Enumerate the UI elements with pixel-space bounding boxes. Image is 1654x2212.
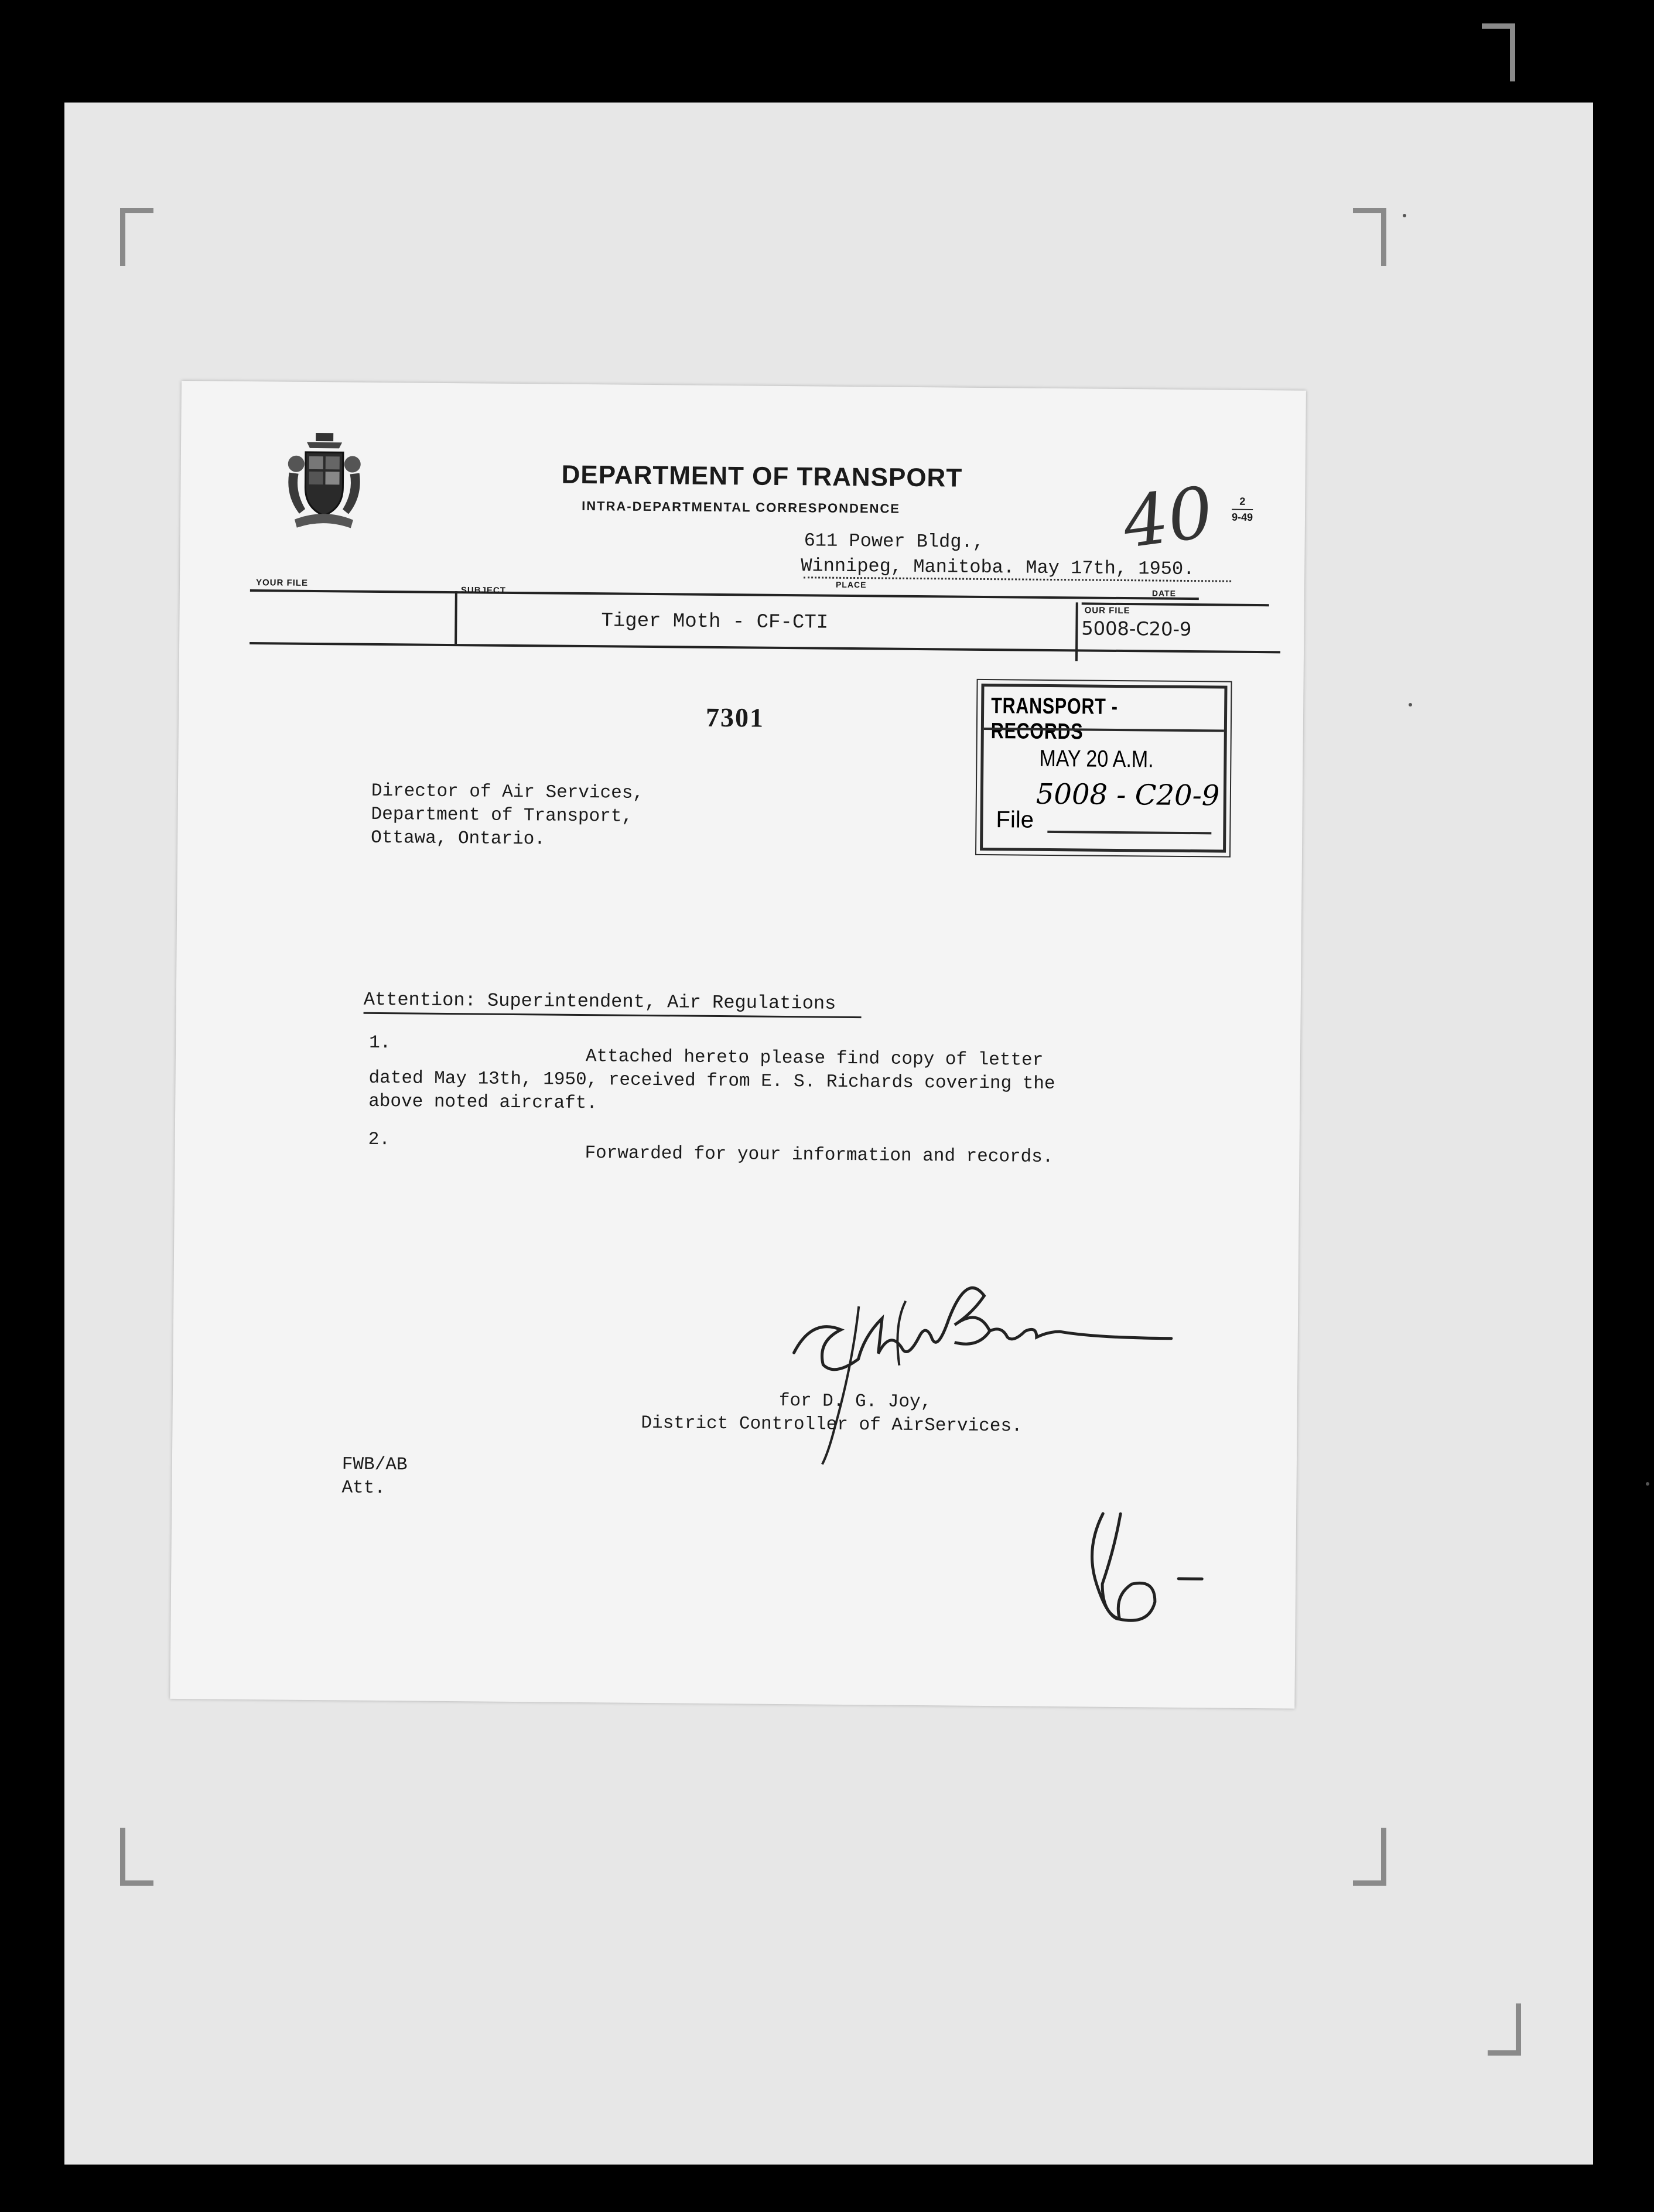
paragraph-2-line-1: Forwarded for your information and records.: [585, 1143, 1054, 1168]
crop-mark-top-left: [120, 208, 153, 266]
handwritten-initial-mark: [1067, 1501, 1220, 1637]
stamp-date: MAY 20 A.M.: [1039, 745, 1154, 773]
form-number-top: 2: [1239, 495, 1246, 507]
header-divider-left: [454, 591, 457, 644]
stamp-file-line: [1047, 831, 1211, 834]
crop-mark-bottom-left: [120, 1828, 153, 1886]
form-number: [1232, 496, 1253, 524]
stamp-handwritten-file: 5008 - C20-9: [1036, 777, 1220, 813]
recipient-line-3: Ottawa, Ontario.: [371, 827, 546, 850]
correspondence-subheading: INTRA-DEPARTMENTAL CORRESPONDENCE: [582, 498, 901, 516]
speck: [1409, 703, 1412, 706]
reference-initials: FWB/AB: [341, 1454, 408, 1476]
our-file-label: OUR FILE: [1084, 605, 1130, 616]
recipient-line-1: Director of Air Services,: [371, 780, 644, 804]
your-file-label: YOUR FILE: [255, 578, 309, 588]
form-number-bottom: 9-49: [1231, 511, 1253, 523]
crop-mark-top-right: [1353, 208, 1386, 266]
header-divider-right: [1075, 602, 1078, 661]
speck: [1646, 1482, 1649, 1486]
attention-line: Attention: Superintendent, Air Regulations: [363, 988, 836, 1015]
form-number-rule: [1232, 509, 1253, 510]
paragraph-1-line-2: dated May 13th, 1950, received from E. S. Richards covering the: [368, 1067, 1055, 1095]
paragraph-1-line-1: Attached hereto please find copy of letter: [585, 1046, 1044, 1071]
subject-value: Tiger Moth - CF-CTI: [601, 610, 829, 634]
header-rule-bottom: [250, 642, 1280, 653]
header-rule-top: [250, 589, 1199, 600]
subject-label: SUBJECT: [460, 585, 506, 596]
department-heading: DEPARTMENT OF TRANSPORT: [561, 460, 963, 493]
coat-of-arms-logo: [283, 432, 366, 535]
signature-title: District Controller of AirServices.: [641, 1412, 1023, 1437]
stamp-file-label: File: [996, 807, 1034, 833]
enclosure-note: Att.: [341, 1477, 386, 1499]
place-label: PLACE: [835, 579, 867, 590]
sender-address: 611 Power Bldg.,: [804, 530, 985, 553]
stamp-title: TRANSPORT - RECORDS: [990, 694, 1118, 745]
crop-mark-bottom-right: [1353, 1828, 1386, 1886]
our-file-value: 5008-C20-9: [1081, 617, 1192, 641]
paragraph-2-number: 2.: [368, 1129, 391, 1151]
registry-number: 7301: [705, 702, 765, 733]
place-date-line: Winnipeg, Manitoba. May 17th, 1950.: [801, 555, 1195, 581]
paragraph-1-line-3: above noted aircraft.: [368, 1091, 598, 1114]
handwritten-signature: [770, 1282, 1181, 1479]
signature-for-line: for D. G. Joy,: [778, 1390, 932, 1413]
memo-sheet: [170, 381, 1306, 1709]
paragraph-1-number: 1.: [368, 1032, 391, 1054]
recipient-line-2: Department of Transport,: [371, 804, 633, 827]
date-label: DATE: [1151, 588, 1177, 598]
frame-mark-top-right: [1482, 23, 1515, 81]
handwritten-page-number: 40: [1118, 472, 1218, 565]
speck: [1403, 214, 1406, 217]
records-stamp: [980, 684, 1227, 853]
frame-mark-bottom-right: [1488, 2003, 1521, 2056]
